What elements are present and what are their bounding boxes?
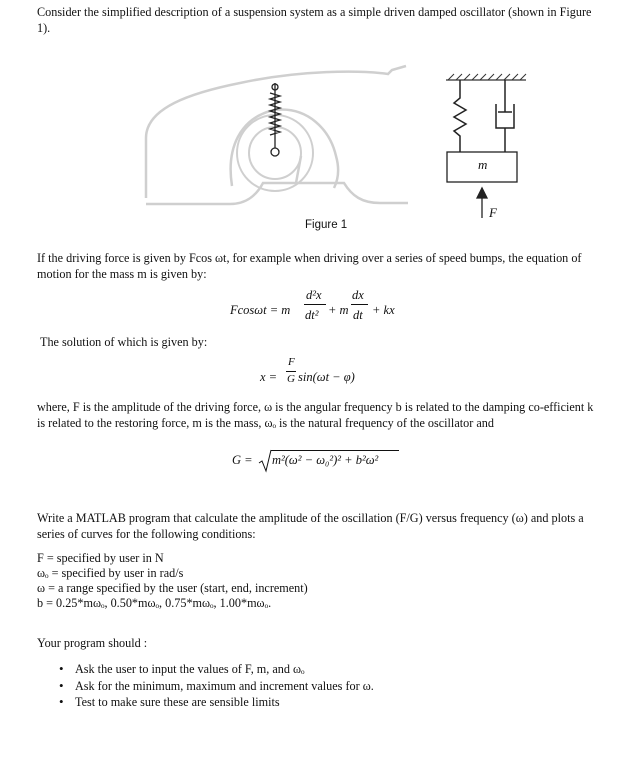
spring: [454, 80, 466, 152]
ceiling-hatch: [448, 74, 526, 80]
eq1-dt2: dt²: [305, 308, 319, 322]
eq2-fraction-bar: [286, 371, 296, 372]
task-paragraph: Write a MATLAB program that calculate the amplitude of the oscillation (F/G) versus frequency (ω) and plots a series of curves for the following conditions:: [37, 511, 584, 541]
should-heading: Your program should :: [37, 636, 148, 650]
solution-text: The solution of which is given by:: [40, 335, 208, 349]
figure-caption: Figure 1: [305, 219, 348, 231]
requirements-list: [53, 661, 553, 711]
eq1-fraction-bar: [304, 304, 326, 305]
requirement-item: • Test to make sure these are sensible limits: [53, 694, 553, 711]
car-lower-line: [296, 183, 408, 203]
requirement-item: • Ask for the minimum, maximum and increment values for ω.: [53, 678, 553, 695]
damper: [496, 80, 514, 152]
equation-of-motion: [230, 288, 420, 328]
suspension-figure: [130, 48, 540, 226]
eq1-plus-m: + m: [328, 303, 349, 317]
eq2-den: G: [287, 373, 295, 385]
suspension-strut: [270, 83, 280, 156]
eq1-lhs: Fcosωt = m: [230, 303, 291, 317]
condition-item: b = 0.25*mωₒ, 0.50*mωₒ, 0.75*mωₒ, 1.00*mωₒ.: [37, 596, 272, 610]
where-paragraph: where, F is the amplitude of the driving force, ω is the angular frequency b is related to the damping co-efficient k is related to the restoring force, m is the mass, ωₒ is the natural frequency of the oscillator and: [37, 400, 594, 430]
conditions-list: [37, 551, 537, 611]
force-label: F: [489, 205, 497, 220]
sqrt-bar: [271, 450, 399, 451]
condition-item: ωₒ = specified by user in rad/s: [37, 566, 184, 580]
eq1-dt: dt: [353, 308, 363, 322]
eq1-d2x: d²x: [306, 288, 322, 302]
eq3-lhs: G =: [232, 453, 253, 467]
mass-label: m: [478, 157, 488, 172]
requirement-item: • Ask the user to input the values of F, m, and ωₒ: [53, 661, 553, 678]
driving-force-paragraph: If the driving force is given by Fcos ωt, for example when driving over a series of speed bumps, the equation of motion for the mass m is given by:: [37, 251, 582, 281]
eq1-tail: + kx: [372, 303, 395, 317]
condition-item: F = specified by user in N: [37, 551, 164, 565]
sqrt-sign: [258, 449, 272, 473]
solution-equation: [260, 356, 410, 392]
force-arrow: [477, 188, 487, 218]
g-equation: [232, 449, 432, 475]
eq2-rhs: sin(ωt − φ): [298, 370, 355, 384]
condition-item: ω = a range specified by the user (start, end, increment): [37, 581, 308, 595]
car-body-outline: [146, 66, 406, 204]
eq1-dx: dx: [352, 288, 364, 302]
eq1-fraction-bar-2: [351, 304, 368, 305]
eq2-num: F: [288, 356, 295, 368]
eq3-radicand: m²(ω² − ω₀²)² + b²ω²: [272, 453, 379, 467]
eq2-lhs: x =: [260, 370, 278, 384]
intro-paragraph: Consider the simplified description of a suspension system as a simple driven damped oscillator (shown in Figure 1).: [37, 5, 592, 35]
